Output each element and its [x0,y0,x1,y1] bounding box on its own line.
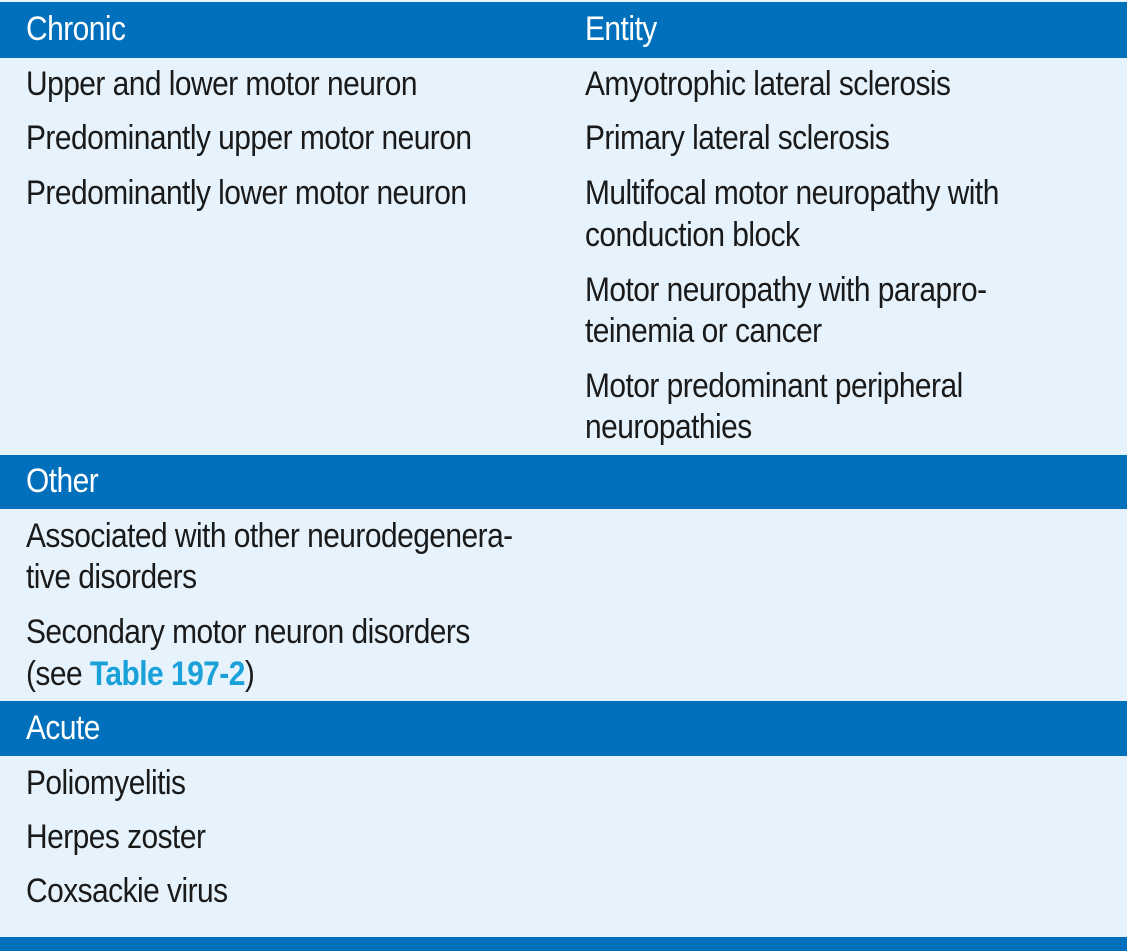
chronic-entity-4-line-2: teinemia or cancer [585,312,822,350]
chronic-row-2-category: Predominantly upper motor neuron [26,119,472,157]
see-prefix: (see [26,655,90,693]
acute-row-2: Herpes zoster [26,818,206,856]
entity-header-label: Entity [585,10,657,48]
other-row-1-line-2: tive disorders [26,558,197,596]
other-row-2-line-1: Secondary motor neuron disorders [26,613,470,651]
chronic-row-3-category: Predominantly lower motor neuron [26,174,467,212]
acute-row-3: Coxsackie virus [26,872,228,910]
other-section-header [0,455,1127,509]
chronic-entity-5-line-2: neuropathies [585,408,752,446]
other-header-label: Other [26,462,99,500]
chronic-entity-4-line-1: Motor neuropathy with parapro- [585,271,987,309]
acute-row-1: Poliomyelitis [26,764,186,802]
chronic-row-1-category: Upper and lower motor neuron [26,65,418,103]
other-row-2-line-2 [26,654,254,695]
see-suffix: ) [244,655,255,693]
table-197-2-link[interactable]: Table 197-2 [89,655,245,693]
chronic-row-2-entity: Primary lateral sclerosis [585,119,890,157]
chronic-section-header [0,2,1127,58]
chronic-row-1-entity: Amyotrophic lateral sclerosis [585,65,951,103]
chronic-row-3-entity-line-1: Multifocal motor neuropathy with [585,174,999,212]
acute-header-label: Acute [26,709,100,747]
chronic-row-3-entity-line-2: conduction block [585,216,800,254]
chronic-header-label: Chronic [26,10,126,48]
acute-section-header [0,701,1127,756]
chronic-entity-5-line-1: Motor predominant peripheral [585,367,963,405]
table-bottom-rule [0,937,1127,951]
other-row-1-line-1: Associated with other neurodegenera- [26,517,513,555]
